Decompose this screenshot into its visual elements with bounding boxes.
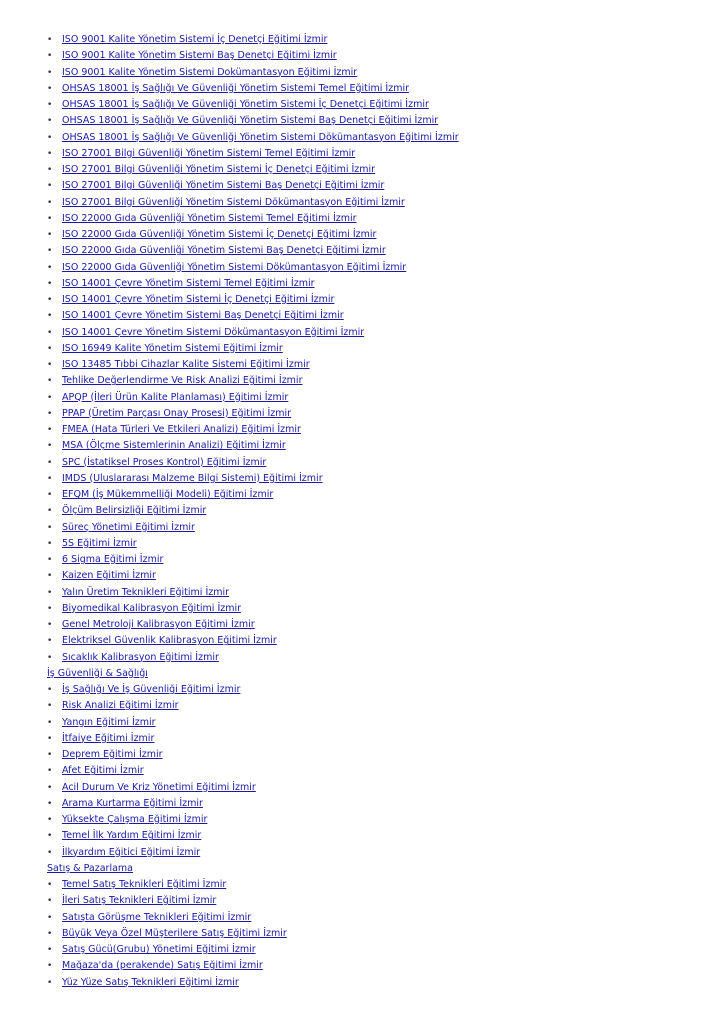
list-item <box>47 877 707 893</box>
list-item <box>47 552 707 568</box>
list-item <box>47 357 707 373</box>
bullet-icon: • <box>47 376 53 387</box>
list-item <box>47 48 707 64</box>
bullet-icon: • <box>47 636 53 647</box>
list-item <box>47 471 707 487</box>
list-item <box>47 780 707 796</box>
bullet-icon: • <box>47 928 53 939</box>
list-item <box>47 211 707 227</box>
bullet-icon: • <box>47 750 53 760</box>
training-link[interactable]: OHSAS 18001 İş Sağlığı Ve Güvenliği Yönetim Sistemi Dökümantasyon Eğitimi İzmir <box>62 131 459 143</box>
training-link[interactable]: ISO 9001 Kalite Yönetim Sistemi Baş Denetçi Eğitimi İzmir <box>62 50 337 62</box>
training-link[interactable]: Ölçüm Belirsizliği Eğitimi İzmir <box>62 505 207 517</box>
bullet-icon: • <box>47 538 53 549</box>
list-item <box>47 178 707 194</box>
bullet-icon: • <box>47 311 53 322</box>
list-item <box>47 747 707 763</box>
list-item <box>47 942 707 958</box>
bullet-icon: • <box>47 360 53 370</box>
list-item <box>47 162 707 178</box>
training-link[interactable]: İlkyardım Eğitici Eğitimi İzmir <box>62 846 201 858</box>
training-link[interactable]: ISO 27001 Bilgi Güvenliği Yönetim Sistemi Temel Eğitimi İzmir <box>62 147 356 159</box>
list-item <box>47 308 707 324</box>
training-link[interactable]: Satışta Görüşme Teknikleri Eğitimi İzmir <box>62 911 252 923</box>
document-content <box>47 32 707 991</box>
link-list <box>47 32 707 666</box>
bullet-icon: • <box>47 652 53 663</box>
list-item <box>47 422 707 438</box>
training-link[interactable]: ISO 9001 Kalite Yönetim Sistemi Dokümantasyon Eğitimi İzmir <box>62 66 358 78</box>
training-link[interactable]: Kaizen Eğitimi İzmir <box>62 570 156 582</box>
training-link[interactable]: Elektriksel Güvenlik Kalibrasyon Eğitimi İzmir <box>62 635 277 647</box>
list-item <box>47 438 707 454</box>
training-link[interactable]: OHSAS 18001 İş Sağlığı Ve Güvenliği Yönetim Sistemi İç Denetçi Eğitimi İzmir <box>62 99 429 110</box>
bullet-icon: • <box>47 685 53 695</box>
bullet-icon: • <box>47 603 53 614</box>
training-link[interactable]: Arama Kurtarma Eğitimi İzmir <box>62 797 203 809</box>
bullet-icon: • <box>47 945 53 955</box>
list-item <box>47 65 707 81</box>
link-list <box>47 682 707 861</box>
bullet-icon: • <box>47 262 53 273</box>
training-link[interactable]: Yangın Eğitimi İzmir <box>62 716 156 728</box>
list-item <box>47 812 707 828</box>
bullet-icon: • <box>47 343 53 354</box>
bullet-icon: • <box>47 815 53 825</box>
bullet-icon: • <box>47 197 53 208</box>
list-item <box>47 455 707 471</box>
list-item <box>47 130 707 146</box>
bullet-icon: • <box>47 230 53 240</box>
list-item <box>47 146 707 162</box>
list-item <box>47 845 707 861</box>
bullet-icon: • <box>47 847 53 858</box>
training-link[interactable]: OHSAS 18001 İş Sağlığı Ve Güvenliği Yönetim Sistemi Baş Denetçi Eğitimi İzmir <box>62 115 439 127</box>
bullet-icon: • <box>47 457 53 468</box>
bullet-icon: • <box>47 880 53 890</box>
bullet-icon: • <box>47 977 53 988</box>
list-item <box>47 650 707 666</box>
training-link[interactable]: ISO 27001 Bilgi Güvenliği Yönetim Sistemi Baş Denetçi Eğitimi İzmir <box>62 180 385 192</box>
bullet-icon: • <box>47 961 53 972</box>
list-item <box>47 227 707 243</box>
bullet-icon: • <box>47 441 53 452</box>
training-link[interactable]: Deprem Eğitimi İzmir <box>62 749 163 760</box>
list-item <box>47 958 707 974</box>
training-link[interactable]: Genel Metroloji Kalibrasyon Eğitimi İzmir <box>62 619 255 630</box>
list-item <box>47 325 707 341</box>
training-link[interactable]: EFQM (İş Mükemmelliği Modeli) Eğitimi İzmir <box>62 489 274 500</box>
training-link[interactable]: ISO 27001 Bilgi Güvenliği Yönetim Sistemi İç Denetçi Eğitimi İzmir <box>62 164 376 175</box>
bullet-icon: • <box>47 148 53 159</box>
list-item <box>47 341 707 357</box>
list-item <box>47 276 707 292</box>
bullet-icon: • <box>47 555 53 565</box>
bullet-icon: • <box>47 522 53 533</box>
bullet-icon: • <box>47 83 53 94</box>
bullet-icon: • <box>47 717 53 728</box>
bullet-icon: • <box>47 571 53 582</box>
bullet-icon: • <box>47 213 53 224</box>
training-link[interactable]: Süreç Yönetimi Eğitimi İzmir <box>62 521 195 533</box>
bullet-icon: • <box>47 246 53 257</box>
list-item <box>47 633 707 649</box>
list-item <box>47 536 707 552</box>
bullet-icon: • <box>47 782 53 793</box>
training-link[interactable]: PPAP (Üretim Parçası Onay Prosesi) Eğitimi İzmir <box>62 407 292 419</box>
training-link[interactable]: ISO 22000 Gıda Güvenliği Yönetim Sistemi İç Denetçi Eğitimi İzmir <box>62 229 377 240</box>
training-link[interactable]: ISO 22000 Gıda Güvenliği Yönetim Sistemi Baş Denetçi Eğitimi İzmir <box>62 245 386 257</box>
bullet-icon: • <box>47 181 53 192</box>
list-item <box>47 260 707 276</box>
training-link[interactable]: Yüz Yüze Satış Teknikleri Eğitimi İzmir <box>62 976 239 988</box>
training-link[interactable]: ISO 14001 Çevre Yönetim Sistemi Temel Eğitimi İzmir <box>62 277 315 289</box>
training-link[interactable]: ISO 22000 Gıda Güvenliği Yönetim Sistemi Dökümantasyon Eğitimi İzmir <box>62 261 407 273</box>
bullet-icon: • <box>47 473 53 484</box>
training-link[interactable]: ISO 27001 Bilgi Güvenliği Yönetim Sistemi Dökümantasyon Eğitimi İzmir <box>62 196 405 208</box>
training-link[interactable]: Satış Gücü(Grubu) Yönetimi Eğitimi İzmir <box>62 944 256 955</box>
bullet-icon: • <box>47 35 53 45</box>
list-item <box>47 601 707 617</box>
bullet-icon: • <box>47 295 53 305</box>
training-link[interactable]: ISO 22000 Gıda Güvenliği Yönetim Sistemi Temel Eğitimi İzmir <box>62 212 357 224</box>
bullet-icon: • <box>47 798 53 809</box>
bullet-icon: • <box>47 116 53 127</box>
list-item <box>47 763 707 779</box>
training-link[interactable]: ISO 9001 Kalite Yönetim Sistemi İç Denetçi Eğitimi İzmir <box>62 34 328 45</box>
bullet-icon: • <box>47 766 53 777</box>
bullet-icon: • <box>47 620 53 630</box>
link-list <box>47 877 707 991</box>
list-item <box>47 195 707 211</box>
bullet-icon: • <box>47 51 53 62</box>
section-sales-marketing <box>47 861 707 991</box>
bullet-icon: • <box>47 100 53 110</box>
bullet-icon: • <box>47 733 53 744</box>
training-link[interactable]: Mağaza'da (perakende) Satış Eğitimi İzmir <box>62 960 263 972</box>
training-link[interactable]: Yüksekte Çalışma Eğitimi İzmir <box>62 814 208 825</box>
list-item <box>47 828 707 844</box>
list-item <box>47 796 707 812</box>
list-item <box>47 893 707 909</box>
list-item <box>47 926 707 942</box>
list-item <box>47 585 707 601</box>
bullet-icon: • <box>47 425 53 435</box>
training-link[interactable]: Acil Durum Ve Kriz Yönetimi Eğitimi İzmir <box>62 781 256 793</box>
section-heading[interactable]: İş Güvenliği & Sağlığı <box>47 667 148 679</box>
training-link[interactable]: 6 Sigma Eğitimi İzmir <box>62 554 164 565</box>
list-item <box>47 113 707 129</box>
training-link[interactable]: Risk Analizi Eğitimi İzmir <box>62 700 179 712</box>
list-item <box>47 373 707 389</box>
list-item <box>47 292 707 308</box>
list-item <box>47 975 707 991</box>
list-item <box>47 503 707 519</box>
bullet-icon: • <box>47 408 53 419</box>
section-heading[interactable]: Satış & Pazarlama <box>47 862 133 874</box>
training-link[interactable]: İleri Satış Teknikleri Eğitimi İzmir <box>62 895 217 907</box>
training-link[interactable]: 5S Eğitimi İzmir <box>62 537 137 549</box>
bullet-icon: • <box>47 67 53 78</box>
training-link[interactable]: Afet Eğitimi İzmir <box>62 765 144 777</box>
training-link[interactable]: Temel Satış Teknikleri Eğitimi İzmir <box>62 879 227 890</box>
training-link[interactable]: Büyük Veya Özel Müşterilere Satış Eğitimi İzmir <box>62 927 287 939</box>
bullet-icon: • <box>47 912 53 923</box>
training-link[interactable]: ISO 13485 Tıbbi Cihazlar Kalite Sistemi Eğitimi İzmir <box>62 359 310 370</box>
list-item <box>47 406 707 422</box>
training-link[interactable]: FMEA (Hata Türleri Ve Etkileri Analizi) Eğitimi İzmir <box>62 424 301 435</box>
bullet-icon: • <box>47 278 53 289</box>
training-link[interactable]: ISO 14001 Çevre Yönetim Sistemi Dökümantasyon Eğitimi İzmir <box>62 326 365 338</box>
bullet-icon: • <box>47 392 53 403</box>
training-link[interactable]: ISO 16949 Kalite Yönetim Sistemi Eğitimi İzmir <box>62 342 283 354</box>
list-item <box>47 715 707 731</box>
bullet-icon: • <box>47 327 53 338</box>
bullet-icon: • <box>47 831 53 842</box>
training-link[interactable]: Tehlike Değerlendirme Ve Risk Analizi Eğitimi İzmir <box>62 375 303 387</box>
training-link[interactable]: ISO 14001 Çevre Yönetim Sistemi Baş Denetçi Eğitimi İzmir <box>62 310 344 322</box>
list-item <box>47 487 707 503</box>
bullet-icon: • <box>47 132 53 143</box>
training-link[interactable]: İtfaiye Eğitimi İzmir <box>62 732 155 744</box>
list-item <box>47 32 707 48</box>
bullet-icon: • <box>47 896 53 907</box>
training-link[interactable]: Temel İlk Yardım Eğitimi İzmir <box>62 830 202 842</box>
list-item <box>47 390 707 406</box>
training-link[interactable]: IMDS (Uluslararası Malzeme Bilgi Sistemi) Eğitimi İzmir <box>62 472 323 484</box>
training-link[interactable]: SPC (İstatiksel Proses Kontrol) Eğitimi İzmir <box>62 456 267 468</box>
bullet-icon: • <box>47 587 53 598</box>
list-item <box>47 81 707 97</box>
list-item <box>47 910 707 926</box>
list-item <box>47 698 707 714</box>
training-link[interactable]: Yalın Üretim Teknikleri Eğitimi İzmir <box>62 586 230 598</box>
bullet-icon: • <box>47 490 53 500</box>
training-link[interactable]: Sıcaklık Kalibrasyon Eğitimi İzmir <box>62 651 219 663</box>
bullet-icon: • <box>47 701 53 712</box>
list-item <box>47 520 707 536</box>
training-link[interactable]: ISO 14001 Çevre Yönetim Sistemi İç Denetçi Eğitimi İzmir <box>62 294 335 305</box>
training-link[interactable]: OHSAS 18001 İş Sağlığı Ve Güvenliği Yönetim Sistemi Temel Eğitimi İzmir <box>62 82 409 94</box>
list-item <box>47 682 707 698</box>
list-item <box>47 97 707 113</box>
training-link[interactable]: APQP (İleri Ürün Kalite Planlaması) Eğitimi İzmir <box>62 391 289 403</box>
list-item <box>47 731 707 747</box>
training-link[interactable]: Biyomedikal Kalibrasyon Eğitimi İzmir <box>62 602 242 614</box>
bullet-icon: • <box>47 506 53 517</box>
section-occupational-safety <box>47 666 707 861</box>
list-item <box>47 243 707 259</box>
list-item <box>47 568 707 584</box>
training-link[interactable]: MSA (Ölçme Sistemlerinin Analizi) Eğitimi İzmir <box>62 440 286 452</box>
training-link[interactable]: İş Sağlığı Ve İş Güvenliği Eğitimi İzmir <box>62 684 241 695</box>
bullet-icon: • <box>47 165 53 175</box>
list-item <box>47 617 707 633</box>
section-quality <box>47 32 707 666</box>
